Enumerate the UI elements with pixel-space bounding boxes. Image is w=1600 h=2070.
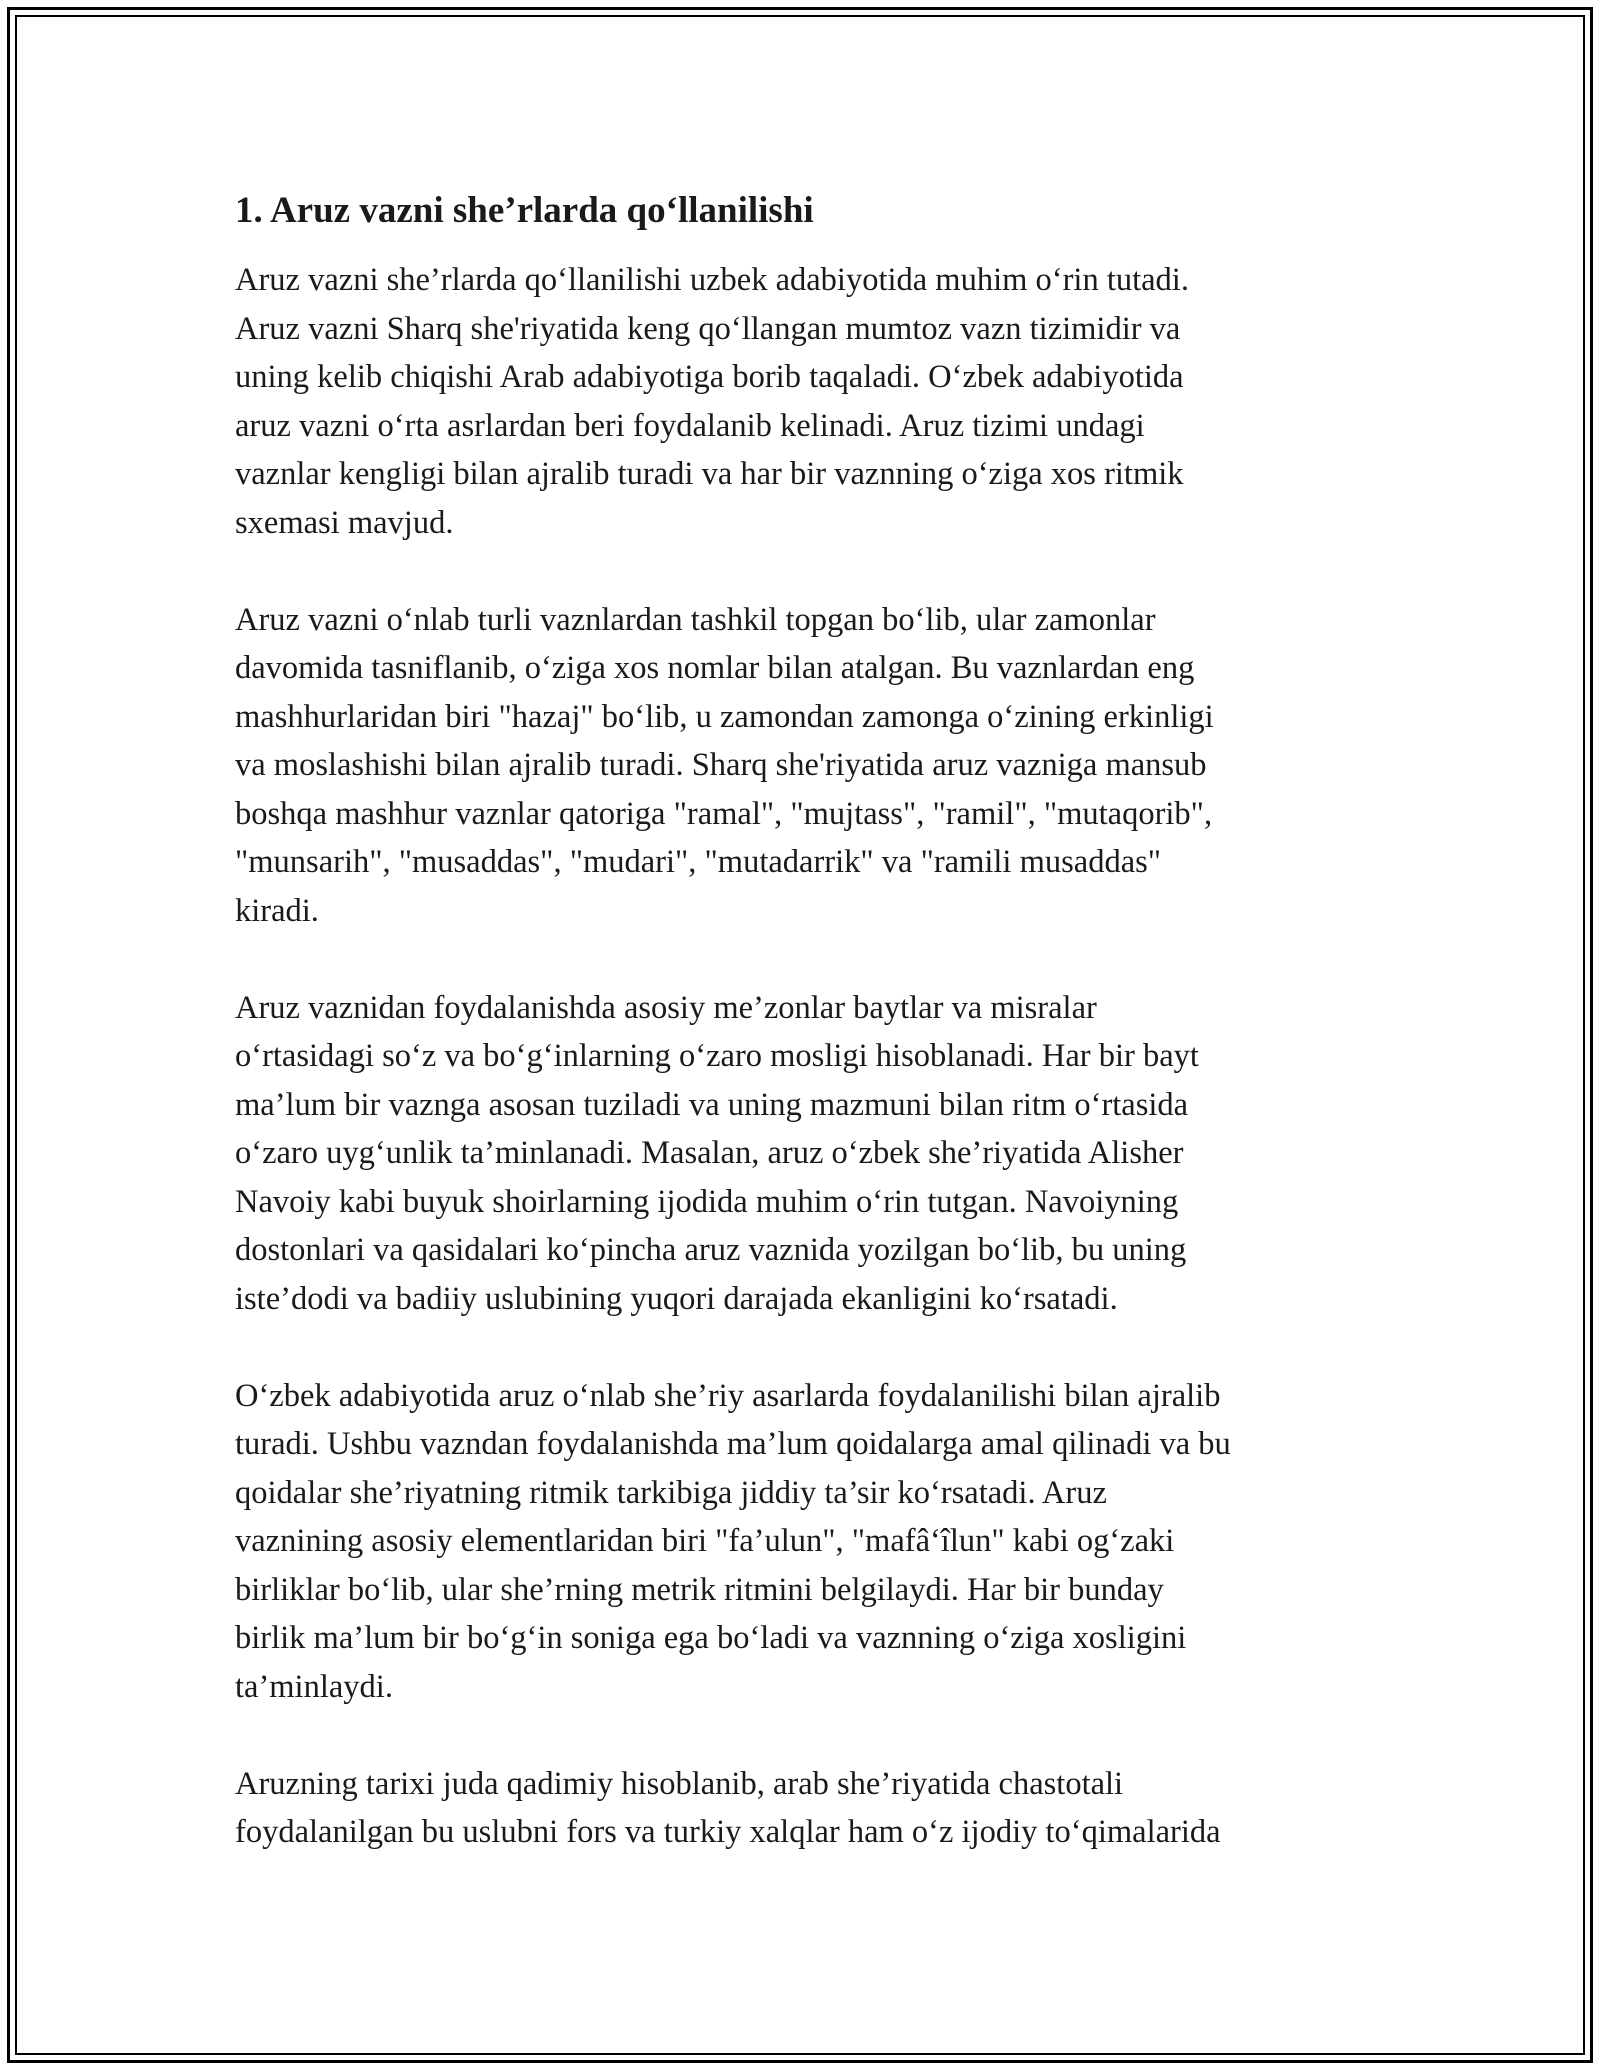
paragraph-line: "munsarih", "musaddas", "mudari", "mutadarrik" va "ramili musaddas" xyxy=(235,844,1162,880)
paragraph-3 xyxy=(235,984,1395,1324)
paragraph-line: Aruz vaznidan foydalanishda asosiy me’zonlar baytlar va misralar xyxy=(235,989,1097,1026)
paragraph-line: o‘rtasidagi so‘z va bo‘g‘inlarning o‘zaro mosligi hisoblanadi. Har bir bayt xyxy=(235,1038,1199,1074)
paragraph-line: aruz vazni o‘rta asrlardan beri foydalanib kelinadi. Aruz tizimi undagi xyxy=(235,407,1145,444)
document-body xyxy=(235,186,1395,1905)
paragraph-line: Navoiy kabi buyuk shoirlarning ijodida muhim o‘rin tutgan. Navoiyning xyxy=(235,1183,1179,1220)
paragraph-line: iste’dodi va badiiy uslubining yuqori darajada ekanligini ko‘rsatadi. xyxy=(235,1280,1118,1317)
paragraph-line: sxemasi mavjud. xyxy=(235,504,454,541)
section-heading: 1. Aruz vazni she’rlarda qo‘llanilishi xyxy=(235,190,814,231)
paragraph-line: kiradi. xyxy=(235,892,319,929)
paragraph-line: o‘zaro uyg‘unlik ta’minlanadi. Masalan, aruz o‘zbek she’riyatida Alisher xyxy=(235,1135,1184,1171)
paragraph-4 xyxy=(235,1372,1395,1712)
paragraph-line: birliklar bo‘lib, ular she’rning metrik ritmini belgilaydi. Har bir bunday xyxy=(235,1571,1164,1608)
paragraph-line: Aruz vazni o‘nlab turli vaznlardan tashkil topgan bo‘lib, ular zamonlar xyxy=(235,601,1156,638)
paragraph-line: va moslashishi bilan ajralib turadi. Sharq she'riyatida aruz vazniga mansub xyxy=(235,747,1207,783)
paragraph-line: Aruz vazni she’rlarda qo‘llanilishi uzbek adabiyotida muhim o‘rin tutadi. xyxy=(235,262,1189,298)
paragraph-line: Aruz vazni Sharq she'riyatida keng qo‘llangan mumtoz vazn tizimidir va xyxy=(235,310,1181,347)
paragraph-5 xyxy=(235,1760,1395,1857)
paragraph-line: ma’lum bir vaznga asosan tuziladi va uning mazmuni bilan ritm o‘rtasida xyxy=(235,1086,1189,1123)
paragraph-line: birlik ma’lum bir bo‘g‘in soniga ega bo‘ladi va vaznning o‘ziga xosligini xyxy=(235,1620,1187,1656)
paragraph-line: qoidalar she’riyatning ritmik tarkibiga jiddiy ta’sir ko‘rsatadi. Aruz xyxy=(235,1474,1107,1511)
paragraph-line: Aruzning tarixi juda qadimiy hisoblanib, arab she’riyatida chastotali xyxy=(235,1765,1124,1802)
paragraph-line: vaznlar kengligi bilan ajralib turadi va har bir vaznning o‘ziga xos ritmik xyxy=(235,456,1184,492)
paragraph-2 xyxy=(235,596,1395,936)
paragraph-line: uning kelib chiqishi Arab adabiyotiga borib taqaladi. O‘zbek adabiyotida xyxy=(235,359,1184,395)
paragraph-line: foydalanilgan bu uslubni fors va turkiy xalqlar ham o‘z ijodiy to‘qimalarida xyxy=(235,1814,1221,1850)
paragraph-line: dostonlari va qasidalari ko‘pincha aruz vaznida yozilgan bo‘lib, bu uning xyxy=(235,1232,1187,1268)
paragraph-line: mashhurlaridan biri "hazaj" bo‘lib, u zamondan zamonga o‘zining erkinligi xyxy=(235,698,1214,735)
paragraph-line: O‘zbek adabiyotida aruz o‘nlab she’riy asarlarda foydalanilishi bilan ajralib xyxy=(235,1377,1221,1414)
paragraph-line: vaznining asosiy elementlaridan biri "fa’ulun", "mafâ‘îlun" kabi og‘zaki xyxy=(235,1523,1175,1559)
paragraph-line: ta’minlaydi. xyxy=(235,1668,393,1705)
paragraph-1 xyxy=(235,256,1395,547)
paragraph-line: boshqa mashhur vaznlar qatoriga "ramal", "mujtass", "ramil", "mutaqorib", xyxy=(235,795,1213,832)
paragraph-line: turadi. Ushbu vazndan foydalanishda ma’lum qoidalarga amal qilinadi va bu xyxy=(235,1426,1231,1462)
paragraph-line: davomida tasniflanib, o‘ziga xos nomlar bilan atalgan. Bu vaznlardan eng xyxy=(235,650,1195,686)
